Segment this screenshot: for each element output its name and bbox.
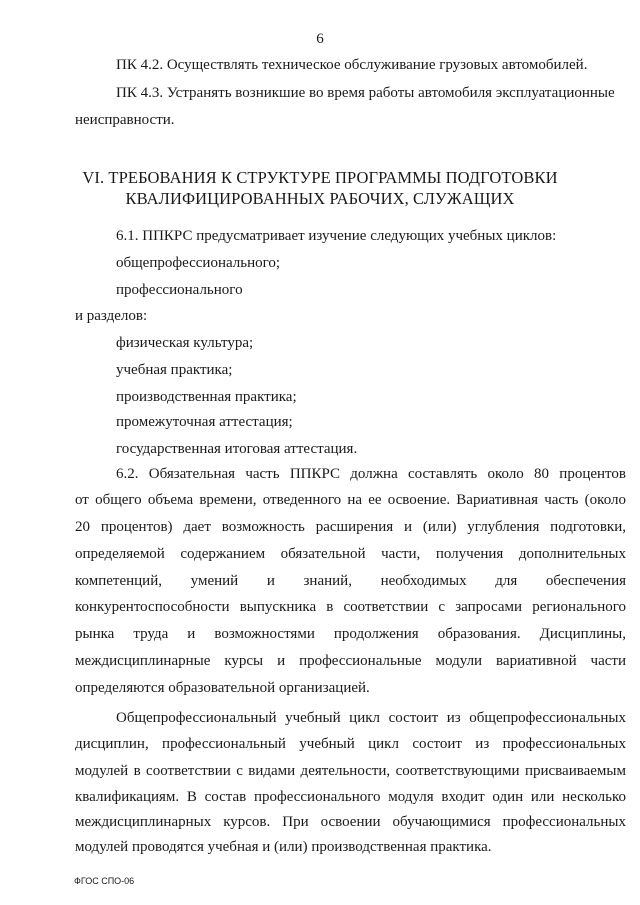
sections-intro: и разделов: [75,308,148,324]
cycles-paragraph-line: дисциплин, профессиональный учебный цикл состоит из профессиональных [75,736,626,752]
cycles-paragraph-line: Общепрофессиональный учебный цикл состоит из общепрофессиональных [116,710,626,726]
competency-pk-4-2: ПК 4.2. Осуществлять техническое обслуживание грузовых автомобилей. [116,57,588,73]
section-item: физическая культура; [116,335,254,351]
page-number: 6 [316,31,324,47]
clause-6-2-line: конкурентоспособности выпускника в соответствии с запросами регионального [75,599,626,615]
section-title-line-2: КВАЛИФИЦИРОВАННЫХ РАБОЧИХ, СЛУЖАЩИХ [125,189,515,208]
section-title-line-1: VI. ТРЕБОВАНИЯ К СТРУКТУРЕ ПРОГРАММЫ ПОДГОТОВКИ [82,168,558,187]
clause-6-2-line: компетенций, умений и знаний, необходимых для обеспечения [75,573,626,589]
clause-6-2-line: 6.2. Обязательная часть ППКРС должна составлять около 80 процентов [116,466,626,482]
clause-6-2-line: от общего объема времени, отведенного на ее освоение. Вариативная часть (около [75,492,626,508]
footer-document-code: ФГОС СПО-06 [74,876,135,886]
clause-6-2-line: 20 процентов) дает возможность расширения и (или) углубления подготовки, [75,519,626,535]
clause-6-2-line: определяемой содержанием обязательной части, получения дополнительных [75,546,626,562]
clause-6-2-line: междисциплинарные курсы и профессиональные модули вариативной части [75,653,626,669]
cycles-paragraph-line: модулей в соответствии с видами деятельности, соответствующими присваиваемым [75,763,626,779]
clause-6-2-line: рынка труда и возможностями продолжения образования. Дисциплины, [75,626,626,642]
cycles-paragraph-line: междисциплинарных курсов. При освоении обучающимися профессиональных [75,814,626,830]
competency-pk-4-3: ПК 4.3. Устранять возникшие во время работы автомобиля эксплуатационные [116,85,615,101]
cycle-item: профессионального [116,282,243,298]
cycles-paragraph-line: квалификациям. В состав профессионального модуля входит один или несколько [75,789,626,805]
clause-6-1-intro: 6.1. ППКРС предусматривает изучение следующих учебных циклов: [116,228,557,244]
section-item: государственная итоговая аттестация. [116,441,358,457]
clause-6-2-last-line: определяются образовательной организацией. [75,680,370,696]
cycle-item: общепрофессионального; [116,255,281,271]
section-item: промежуточная аттестация; [116,414,293,430]
cycles-paragraph-last-line: модулей проводятся учебная и (или) производственная практика. [75,839,492,855]
section-item: учебная практика; [116,362,233,378]
section-item: производственная практика; [116,389,297,405]
competency-pk-4-3-continued: неисправности. [75,112,175,128]
